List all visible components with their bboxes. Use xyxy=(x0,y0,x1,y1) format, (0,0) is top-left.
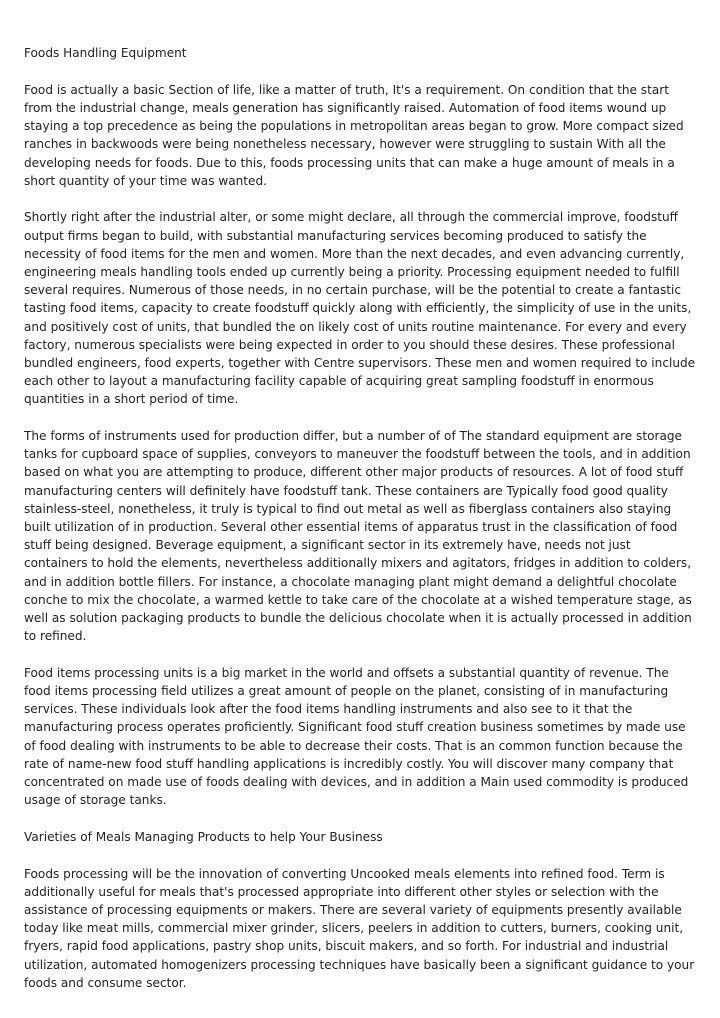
section-subheading: Varieties of Meals Managing Products to help Your Business xyxy=(24,829,383,844)
paragraph-processing-market: Food items processing units is a big market in the world and offsets a substantial quantity of revenue. The food items processing field utilizes a great amount of people on the planet, consisting of in manufacturing services. These individuals look after the food items handling instruments and also see to it that the manufacturing process operates proficiently. Significant food stuff creation business sometimes by made use of food dealing with instruments to be able to decrease their costs. That is an common function because the rate of name-new food stuff handling applications is incredibly costly. You will discover many company that concentrated on made use of foods dealing with devices, and in addition a Main used commodity is produced usage of storage tanks. xyxy=(24,665,689,808)
paragraph-intro: Food is actually a basic Section of life, like a matter of truth, It's a requirement. On condition that the start from the industrial change, meals generation has significantly raised. Automation of food items wound up staying a top precedence as being the populations in metropolitan areas began to grow. More compact sized ranches in backwoods were being nonetheless necessary, however were struggling to sustain With all the developing needs for foods. Due to this, foods processing units that can make a huge amount of meals in a short quantity of your time was wanted. xyxy=(24,82,684,188)
paragraph-varieties: Foods processing will be the innovation of converting Uncooked meals elements into refined food. Term is additionally useful for meals that's processed appropriate into different other styles or selection with the assistance of processing equipments or makers. There are several variety of equipments presently available today like meat mills, commercial mixer grinder, slicers, peelers in addition to cutters, burners, cooking unit, fryers, rapid food applications, pastry shop units, biscuit makers, and so forth. For industrial and industrial utilization, automated homogenizers processing techniques have basically been a significant guidance to your foods and consume sector. xyxy=(24,866,695,990)
paragraph-instrument-forms: The forms of instruments used for production differ, but a number of of The standard equipment are storage tanks for cupboard space of supplies, conveyors to maneuver the foodstuff between the tools, and in addition based on what you are attempting to produce, different other major products of resources. A lot of food stuff manufacturing centers will definitely have foodstuff tank. These containers are Typically food good quality stainless-steel, nonetheless, it truly is typical to find out metal as well as fiberglass containers also staying built utilization of in production. Several other essential items of apparatus trust in the classification of food stuff being designed. Beverage equipment, a significant sector in its extremely have, needs not just containers to hold the elements, nevertheless additionally mixers and agitators, fridges in addition to colders, and in addition bottle fillers. For instance, a chocolate managing plant might demand a delightful chocolate conche to mix the chocolate, a warmed kettle to take care of the chocolate at a wished temperature stage, as well as solution packaging products to bundle the delicious chocolate when it is actually processed in addition to refined. xyxy=(24,429,692,644)
document-title: Foods Handling Equipment xyxy=(24,46,187,60)
document-body xyxy=(24,44,696,1010)
paragraph-industrial-change: Shortly right after the industrial alter, or some might declare, all through the commercial improve, foodstuff output firms began to build, with substantial manufacturing services becoming produced to satisfy the necessity of food items for the men and women. More than the next decades, and even advancing currently, engineering meals handling tools ended up currently being a priority. Processing equipment needed to fulfill several requires. Numerous of those needs, in no certain purchase, will be the potential to create a fantastic tasting food items, capacity to create foodstuff quickly along with efficiently, the simplicity of use in the units, and positively cost of units, that bundled the on likely cost of units routine maintenance. For every and every factory, numerous specialists were being expected in order to you should these desires. These professional bundled engineers, food experts, together with Centre supervisors. These men and women required to include each other to layout a manufacturing facility capable of acquiring great sampling foodstuff in enormous quantities in a short period of time. xyxy=(24,210,696,407)
